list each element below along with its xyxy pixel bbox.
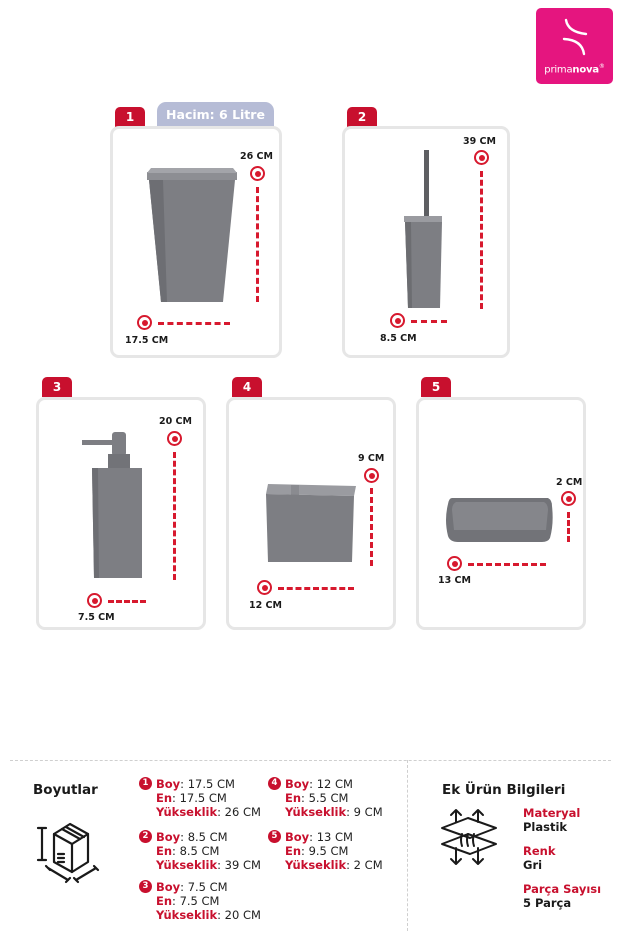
height-line-5 — [567, 512, 570, 542]
height-line-3 — [173, 452, 176, 580]
dimension-spec-5: 5 Boy: 13 CM En: 9.5 CM Yükseklik: 2 CM — [285, 830, 383, 872]
width-label-1: 17.5 CM — [125, 335, 169, 346]
spec-number-badge: 5 — [268, 830, 281, 843]
width-marker-4 — [257, 580, 272, 595]
product-number-badge-2: 2 — [347, 107, 377, 127]
height-line-4 — [370, 488, 373, 566]
extra-info-material: Materyal Plastik — [523, 806, 581, 834]
product-number-badge-1: 1 — [115, 107, 145, 127]
material-layers-icon — [440, 808, 500, 866]
brand-name: primanova® — [544, 62, 605, 75]
spec-number-badge: 2 — [139, 830, 152, 843]
height-line-1 — [256, 187, 259, 302]
height-label-4: 9 CM — [358, 453, 385, 464]
height-label-2: 39 CM — [463, 136, 496, 147]
width-line-4 — [278, 587, 354, 590]
height-marker-5 — [561, 491, 576, 506]
toilet-brush-image — [402, 150, 444, 310]
extra-info-title: Ek Ürün Bilgileri — [442, 782, 566, 798]
toothbrush-holder-image — [262, 482, 358, 564]
soap-dispenser-image — [82, 430, 142, 580]
extra-info-color: Renk Gri — [523, 844, 556, 872]
height-label-3: 20 CM — [159, 416, 192, 427]
width-marker-3 — [87, 593, 102, 608]
spec-number-badge: 4 — [268, 777, 281, 790]
width-label-3: 7.5 CM — [78, 612, 115, 623]
box-dimensions-icon — [34, 820, 104, 884]
product-number-badge-5: 5 — [421, 377, 451, 397]
width-marker-2 — [390, 313, 405, 328]
volume-tab: Hacim: 6 Litre — [157, 102, 274, 127]
trash-bin-image — [143, 166, 239, 306]
height-marker-3 — [167, 431, 182, 446]
width-label-4: 12 CM — [249, 600, 282, 611]
width-marker-5 — [447, 556, 462, 571]
spec-number-badge: 1 — [139, 777, 152, 790]
dimension-spec-1: 1 Boy: 17.5 CM En: 17.5 CM Yükseklik: 26 CM — [156, 777, 261, 819]
primanova-logo-icon — [560, 18, 590, 56]
dimension-spec-3: 3 Boy: 7.5 CM En: 7.5 CM Yükseklik: 20 CM — [156, 880, 261, 922]
height-marker-4 — [364, 468, 379, 483]
width-line-5 — [468, 563, 546, 566]
height-label-5: 2 CM — [556, 477, 583, 488]
width-line-1 — [158, 322, 230, 325]
width-line-2 — [411, 320, 447, 323]
width-line-3 — [108, 600, 146, 603]
section-divider-vertical — [407, 760, 408, 931]
width-label-5: 13 CM — [438, 575, 471, 586]
product-number-badge-3: 3 — [42, 377, 72, 397]
width-label-2: 8.5 CM — [380, 333, 417, 344]
height-marker-1 — [250, 166, 265, 181]
section-divider-horizontal — [10, 760, 611, 761]
height-label-1: 26 CM — [240, 151, 273, 162]
soap-dish-image — [444, 496, 556, 546]
brand-logo — [536, 8, 613, 84]
dimension-spec-2: 2 Boy: 8.5 CM En: 8.5 CM Yükseklik: 39 CM — [156, 830, 261, 872]
spec-number-badge: 3 — [139, 880, 152, 893]
extra-info-piece-count: Parça Sayısı 5 Parça — [523, 882, 602, 910]
width-marker-1 — [137, 315, 152, 330]
dimension-spec-4: 4 Boy: 12 CM En: 5.5 CM Yükseklik: 9 CM — [285, 777, 383, 819]
dimensions-title: Boyutlar — [33, 782, 98, 798]
height-marker-2 — [474, 150, 489, 165]
product-number-badge-4: 4 — [232, 377, 262, 397]
height-line-2 — [480, 171, 483, 309]
